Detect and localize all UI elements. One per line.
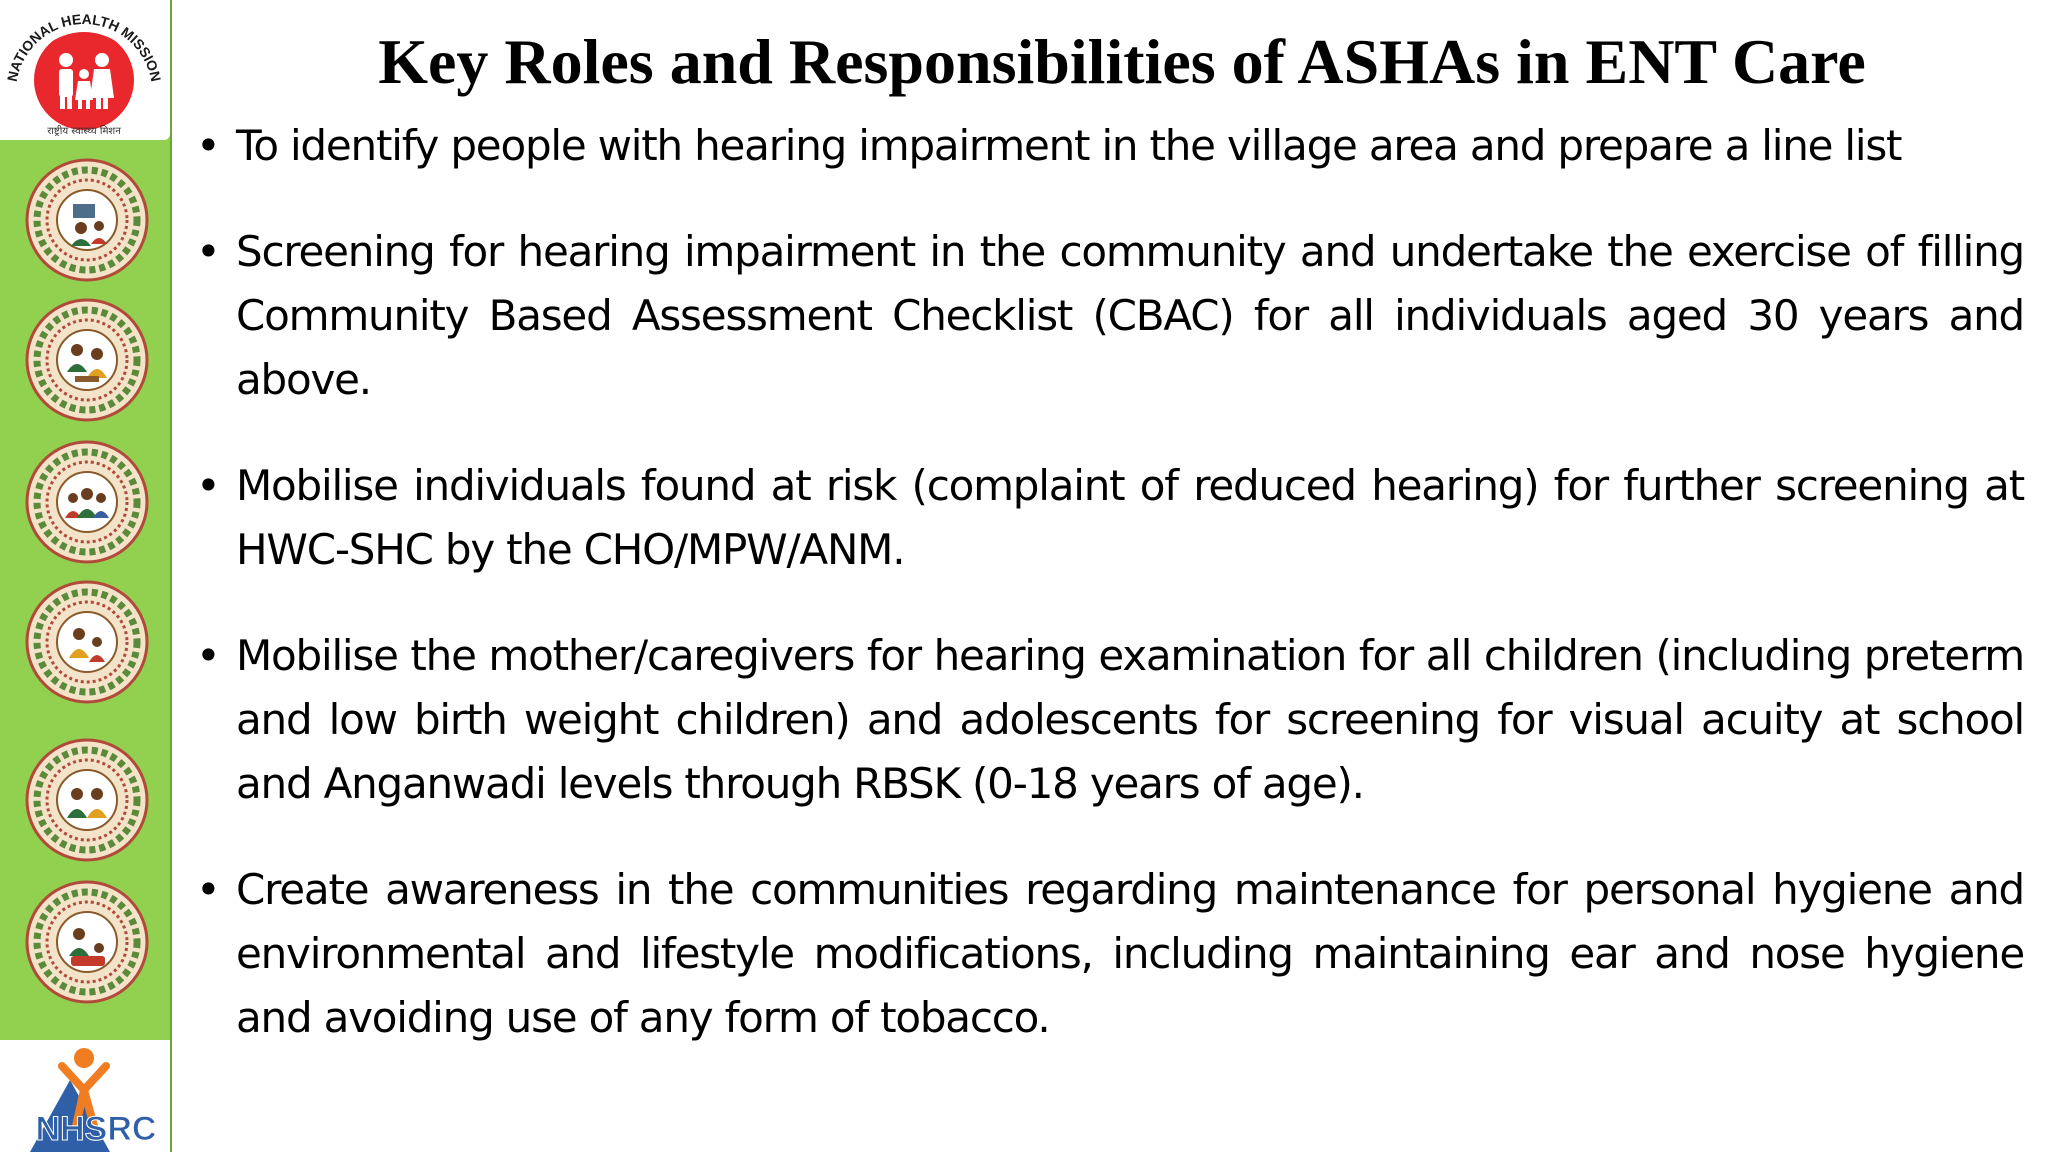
nhm-arc-text: NATIONAL HEALTH MISSION bbox=[3, 10, 165, 83]
bullet-item: • To identify people with hearing impairment in the village area and prepare a line list bbox=[194, 114, 2024, 178]
bullet-item: • Create awareness in the communities regarding maintenance for personal hygiene and environmental and lifestyle modifications, including maintaining ear and nose hygiene and avoiding use of any form of tobacco. bbox=[194, 858, 2024, 1050]
asha-medallion-icon bbox=[25, 738, 149, 862]
nhsrc-logo bbox=[0, 1040, 170, 1152]
bullet-item: • Mobilise individuals found at risk (complaint of reduced hearing) for further screening at HWC-SHC by the CHO/MPW/ANM. bbox=[194, 454, 2024, 582]
bullet-list bbox=[194, 114, 2024, 1092]
asha-medallion-icon bbox=[25, 880, 149, 1004]
nhm-caption: राष्ट्रीय स्वास्थ्य मिशन bbox=[47, 126, 121, 137]
asha-medallion-icon bbox=[25, 158, 149, 282]
bullet-item: • Screening for hearing impairment in the community and undertake the exercise of filling Community Based Assessment Checklist (CBAC) for all individuals aged 30 years and above. bbox=[194, 220, 2024, 412]
national-health-mission-logo bbox=[0, 0, 170, 140]
nhsrc-text: NHSRC bbox=[35, 1110, 157, 1148]
nhm-logo-graphic bbox=[0, 0, 170, 140]
asha-medallion-icon bbox=[25, 580, 149, 704]
nhsrc-logo-graphic bbox=[0, 1040, 170, 1152]
sidebar bbox=[0, 0, 172, 1152]
asha-medallion-icon bbox=[25, 298, 149, 422]
slide-title: Key Roles and Responsibilities of ASHAs in ENT Care bbox=[378, 26, 1866, 97]
asha-medallion-icon bbox=[25, 440, 149, 564]
bullet-item: • Mobilise the mother/caregivers for hearing examination for all children (including preterm and low birth weight children) and adolescents for screening for visual acuity at school and Anganwadi levels through RBSK (0-18 years of age). bbox=[194, 624, 2024, 816]
